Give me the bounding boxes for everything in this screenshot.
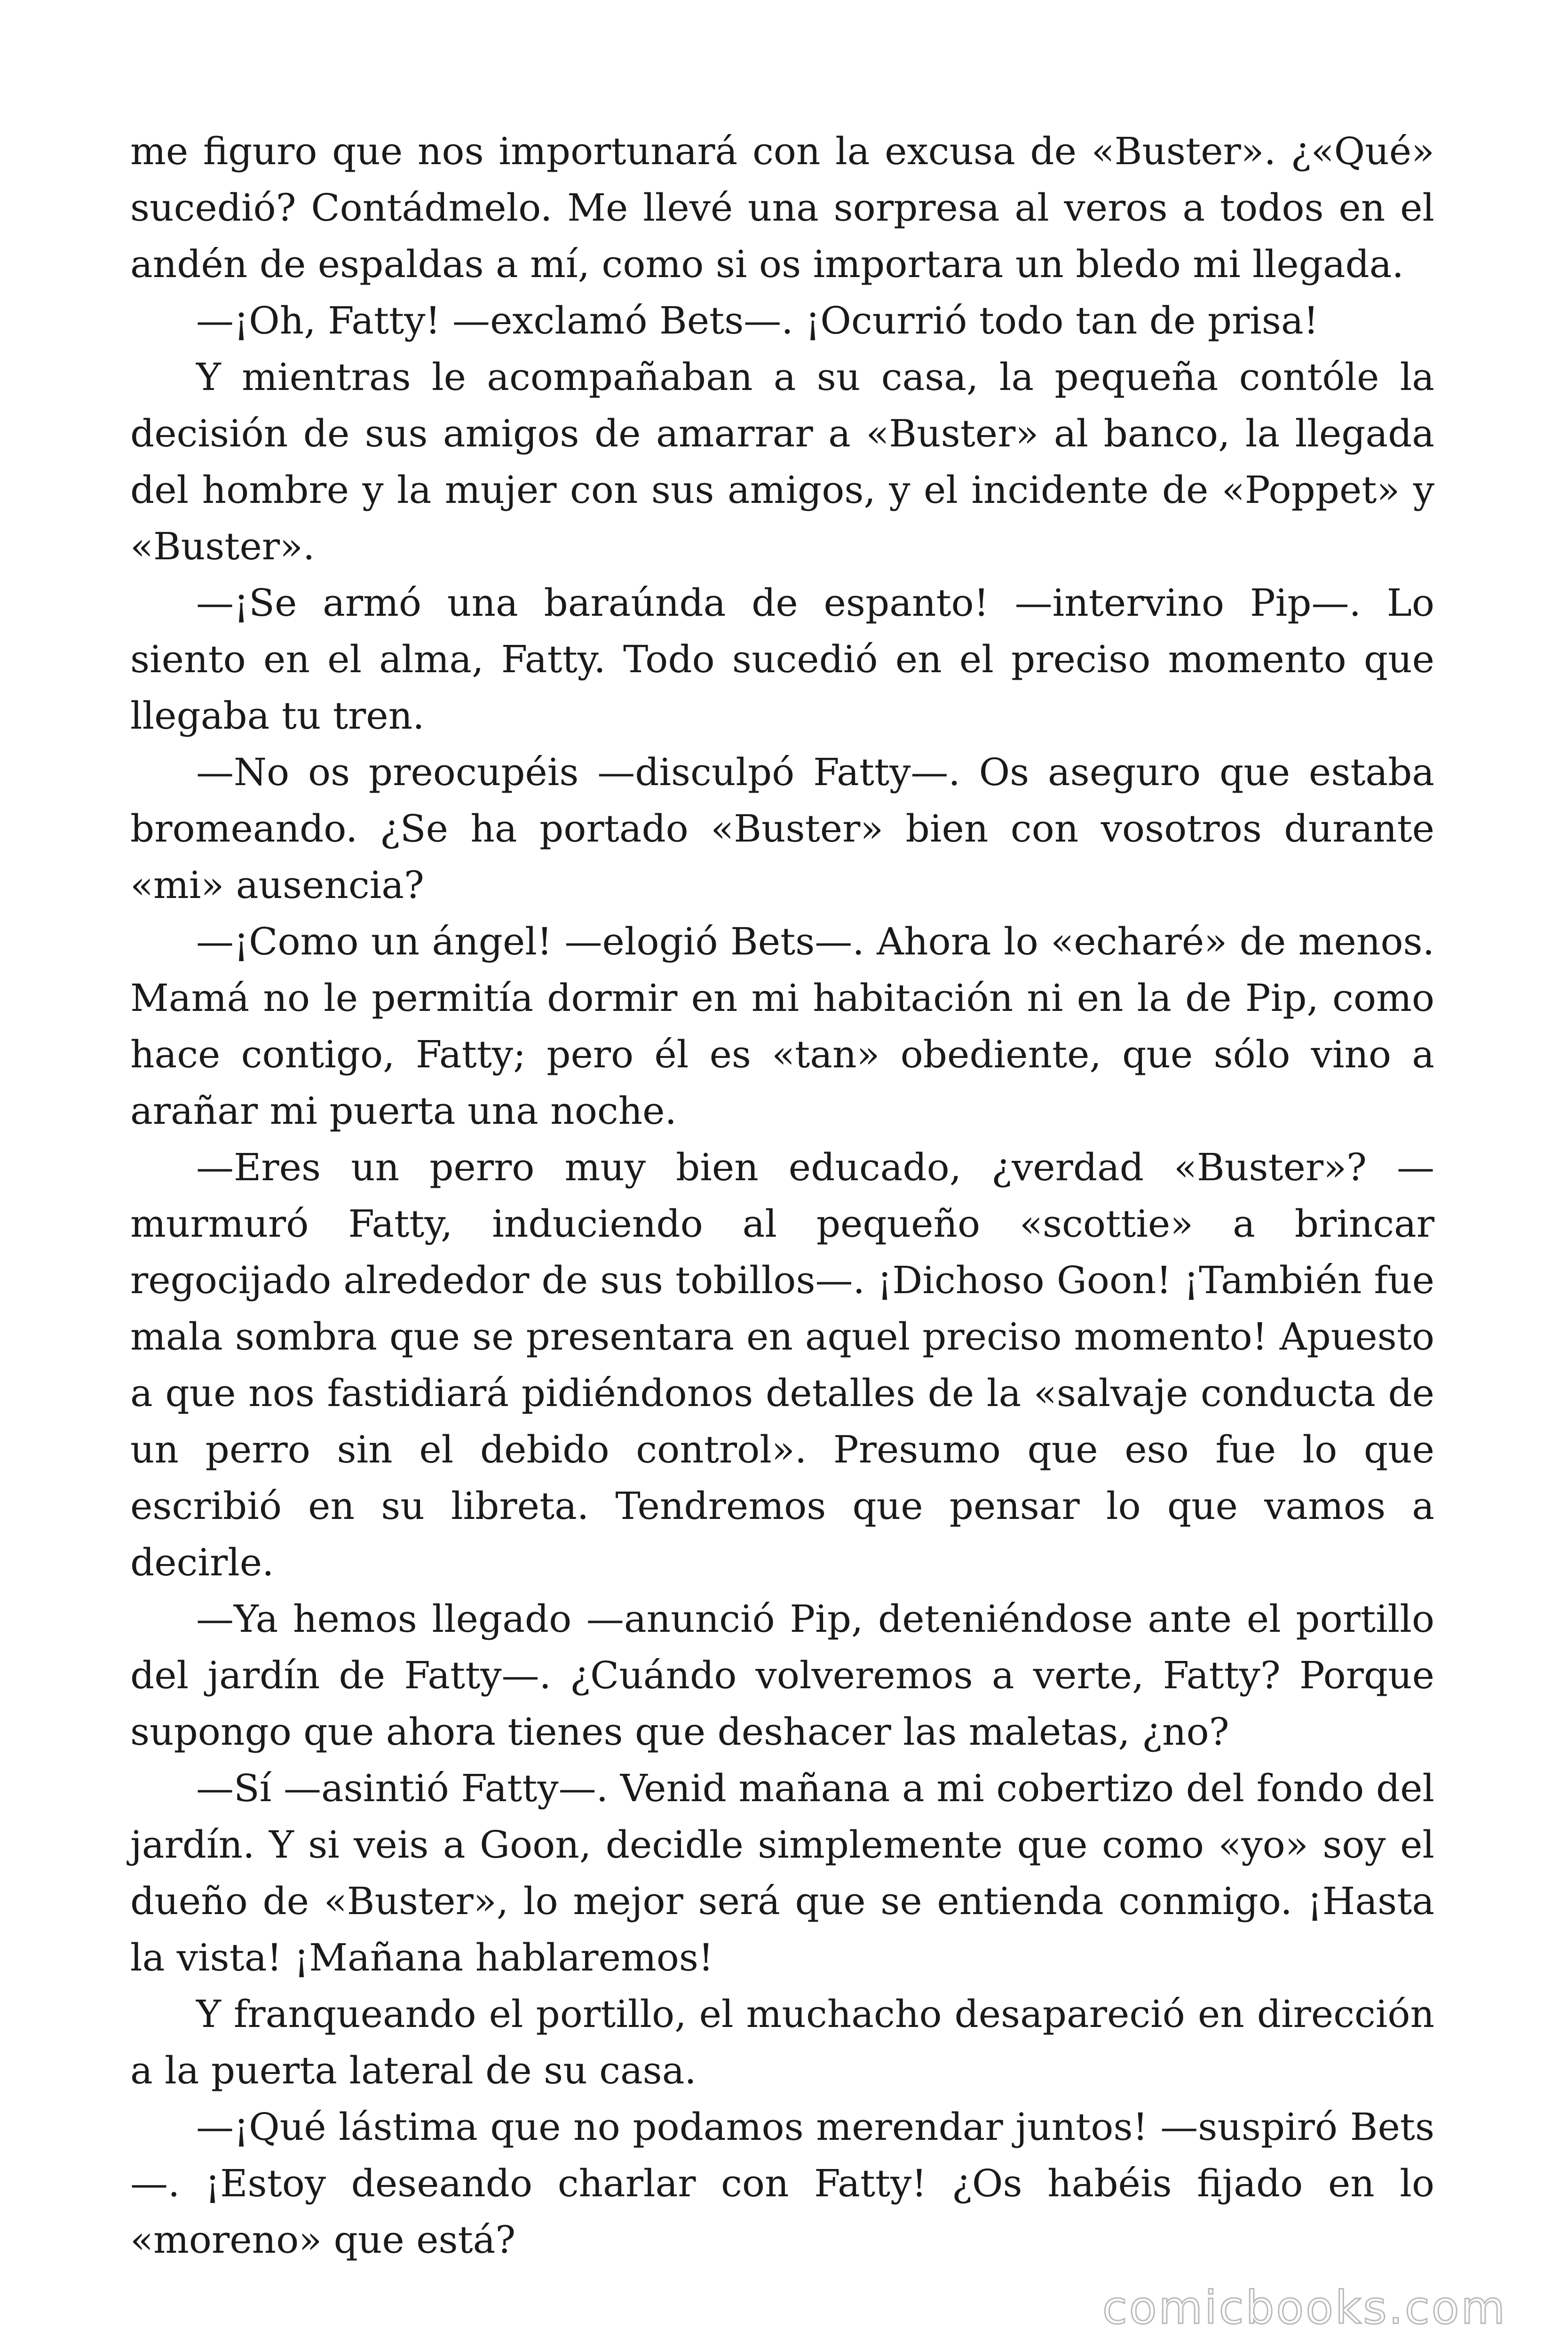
- paragraph: —¡Qué lástima que no podamos merendar juntos! —suspiró Bets—. ¡Estoy deseando charlar con Fatty! ¿Os habéis fijado en lo «moreno» que está?: [130, 2105, 1434, 2262]
- paragraph: me figuro que nos importunará con la excusa de «Buster». ¿«Qué» sucedió? Contádmelo. Me llevé una sorpresa al veros a todos en el andén de espaldas a mí, como si os importara un bledo mi llegada.: [130, 129, 1434, 286]
- paragraph: —Sí —asintió Fatty—. Venid mañana a mi cobertizo del fondo del jardín. Y si veis a Goon, decidle simplemente que como «yo» soy el dueño de «Buster», lo mejor será que se entienda conmigo. ¡Hasta la vista! ¡Mañana hablaremos!: [130, 1766, 1434, 1979]
- paragraph: —¡Como un ángel! —elogió Bets—. Ahora lo «echaré» de menos. Mamá no le permitía dormir en mi habitación ni en la de Pip, como hace contigo, Fatty; pero él es «tan» obediente, que sólo vino a arañar mi puerta una noche.: [130, 920, 1434, 1133]
- paragraph: —¡Se armó una baraúnda de espanto! —intervino Pip—. Lo siento en el alma, Fatty. Todo sucedió en el preciso momento que llegaba tu tren.: [130, 581, 1434, 738]
- body-text: [130, 123, 1434, 2268]
- paragraph: Y mientras le acompañaban a su casa, la pequeña contóle la decisión de sus amigos de amarrar a «Buster» al banco, la llegada del hombre y la mujer con sus amigos, y el incidente de «Poppet» y «Buster».: [130, 355, 1434, 568]
- paragraph: —Eres un perro muy bien educado, ¿verdad «Buster»? —murmuró Fatty, induciendo al pequeño «scottie» a brincar regocijado alrededor de sus tobillos—. ¡Dichoso Goon! ¡También fue mala sombra que se presentara en aquel preciso momento! Apuesto a que nos fastidiará pidiéndonos detalles de la «salvaje conducta de un perro sin el debido control». Presumo que eso fue lo que escribió en su libreta. Tendremos que pensar lo que vamos a decirle.: [130, 1145, 1434, 1584]
- watermark: comicbooks.com: [1102, 2281, 1507, 2334]
- paragraph: —¡Oh, Fatty! —exclamó Bets—. ¡Ocurrió todo tan de prisa!: [196, 299, 1319, 342]
- paragraph: —No os preocupéis —disculpó Fatty—. Os aseguro que estaba bromeando. ¿Se ha portado «Buster» bien con vosotros durante «mi» ausencia?: [130, 750, 1434, 907]
- paragraph: —Ya hemos llegado —anunció Pip, deteniéndose ante el portillo del jardín de Fatty—. ¿Cuándo volveremos a verte, Fatty? Porque supongo que ahora tienes que deshacer las maletas, ¿no?: [130, 1597, 1434, 1754]
- paragraph: Y franqueando el portillo, el muchacho desapareció en dirección a la puerta lateral de su casa.: [130, 1992, 1434, 2092]
